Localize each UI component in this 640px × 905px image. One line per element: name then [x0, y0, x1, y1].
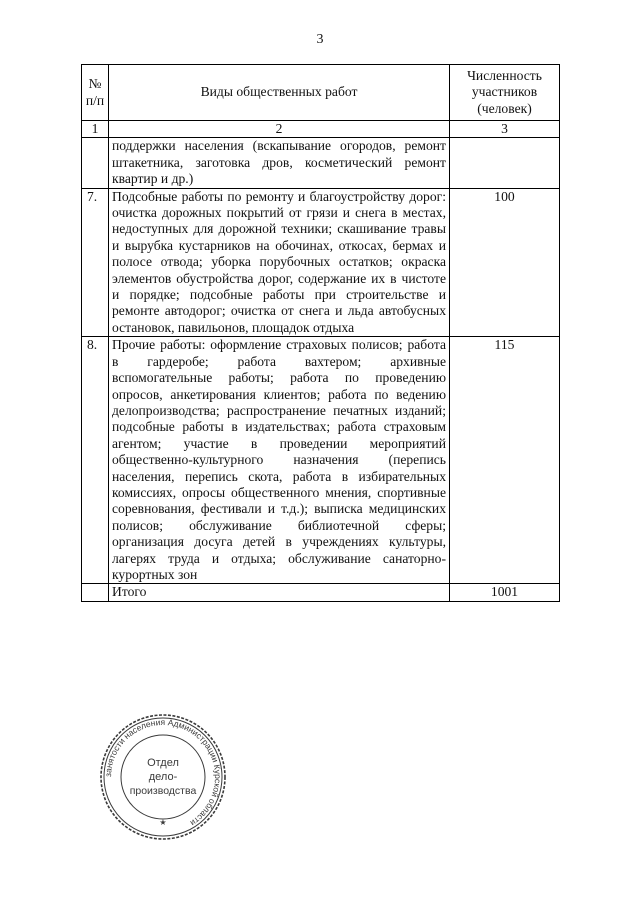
- row-text: Прочие работы: оформление страховых полисов; работа в гардеробе; работа вахтером; архивные вспомогательные работы; работа по проведению опросов, анкетирования клиентов; работа по ведению делопроизводства; распространение печатных изданий; подсобные работы в издательствах; работа страховым агентом; участие в проведении мероприятий общественно-культурного назначения (перепись населения, перепись скота, работа в избирательных комиссиях, опросы общественного мнения, спортивные соревнования, фестивали и т.д.); выписка медицинских полисов; обслуживание библиотечной сферы; организация досуга детей в учреждениях культуры, лагерях труда и отдыха; обслуживание санаторно-курортных зон: [109, 337, 450, 584]
- star-icon: ★: [159, 818, 167, 827]
- stamp-line-2: дело-: [148, 771, 178, 783]
- header-number: № п/п: [82, 65, 109, 121]
- column-number-row: [82, 121, 560, 138]
- header-count: Численность участников (человек): [450, 65, 560, 121]
- column-number-2: 2: [109, 121, 450, 138]
- row-number: [82, 138, 109, 188]
- stamp-seal: [98, 712, 228, 842]
- column-number-1: 1: [82, 121, 109, 138]
- table-row: [82, 138, 560, 188]
- total-number: [82, 584, 109, 601]
- row-count: 115: [450, 337, 560, 584]
- row-count: [450, 138, 560, 188]
- page-number: 3: [316, 32, 324, 47]
- header-works: Виды общественных работ: [109, 65, 450, 121]
- row-number: 8.: [82, 337, 109, 584]
- public-works-table: [81, 64, 560, 602]
- total-row: [82, 584, 560, 601]
- row-text: Подсобные работы по ремонту и благоустройству дорог: очистка дорожных покрытий от грязи и снега в местах, недоступных для дорожной техники; скашивание травы и вырубка кустарников на обочинах, откосах, бермах и полосе отвода; уборка порубочных остатков; окраска элементов обустройства дорог, содержание их в чистоте и порядке; подсобные работы при строительстве и ремонте автодорог; очистка от снега и льда автобусных остановок, павильонов, площадок отдыха: [109, 188, 450, 337]
- total-label: Итого: [109, 584, 450, 601]
- row-number: 7.: [82, 188, 109, 337]
- total-value: 1001: [450, 584, 560, 601]
- row-text: поддержки населения (вскапывание огородов, ремонт штакетника, заготовка дров, косметический ремонт квартир и др.): [109, 138, 450, 188]
- stamp-line-1: Отдел: [147, 757, 179, 769]
- table-row: [82, 188, 560, 337]
- stamp-ring-text: занятости населения Администрации Курской области: [102, 716, 224, 829]
- table-header-row: [82, 65, 560, 121]
- column-number-3: 3: [450, 121, 560, 138]
- table-row: [82, 337, 560, 584]
- row-count: 100: [450, 188, 560, 337]
- stamp-line-3: производства: [129, 785, 197, 797]
